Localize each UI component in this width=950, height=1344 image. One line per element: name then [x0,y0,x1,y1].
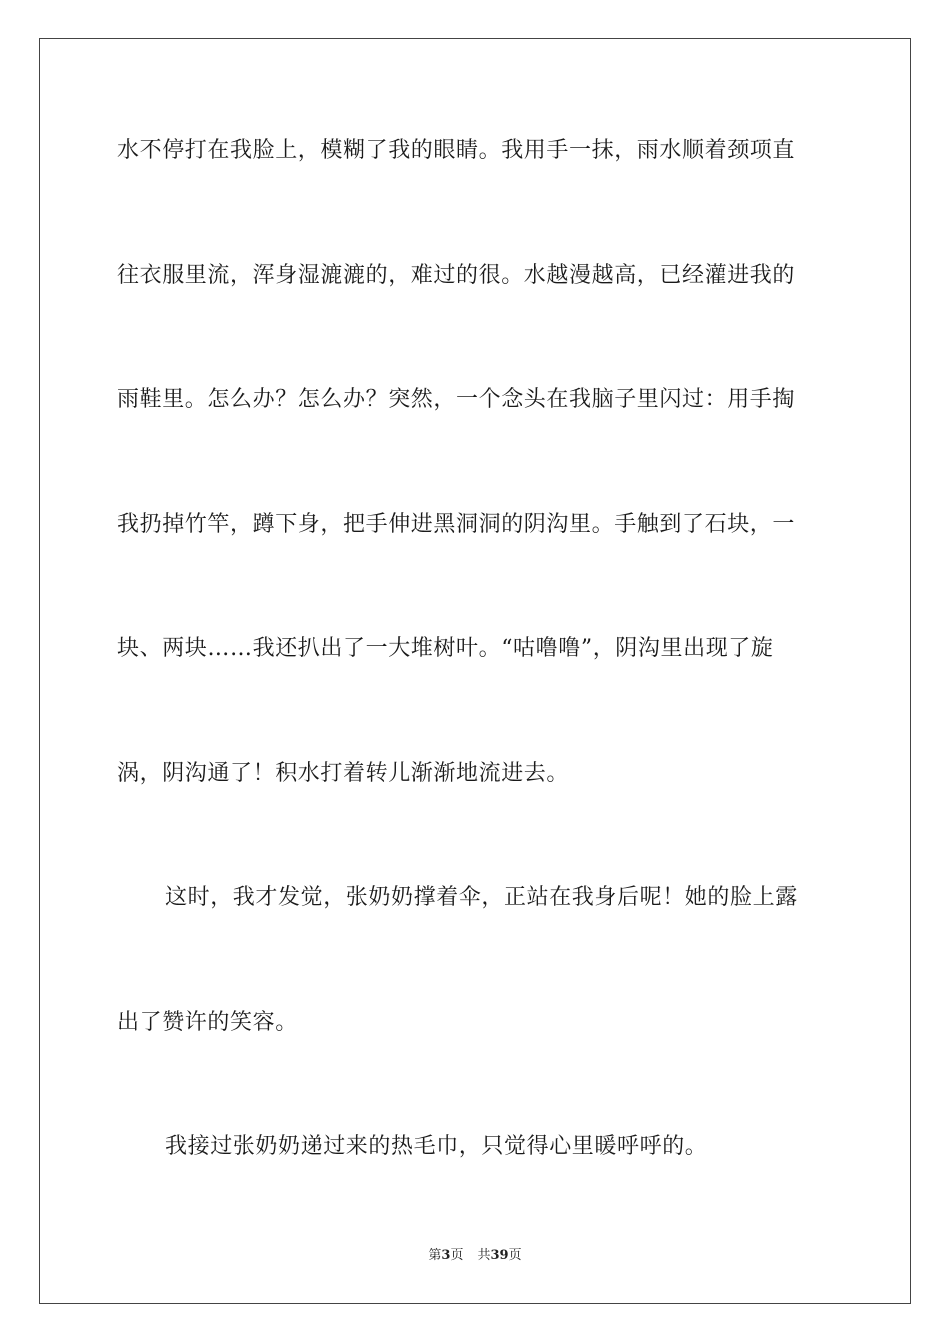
text-line-1: 水不停打在我脸上，模糊了我的眼睛。我用手一抹，雨水顺着颈项直 [117,138,796,163]
page-prefix: 第 [428,1248,442,1263]
total-pages: 39 [490,1248,509,1263]
total-suffix: 页 [508,1248,522,1263]
text-line-7: 这时，我才发觉，张奶奶撑着伞，正站在我身后呢！她的脸上露 [165,885,798,910]
page-footer [0,1247,950,1265]
page-suffix: 页 [450,1248,464,1263]
text-line-8: 出了赞许的笑容。 [117,1010,298,1035]
total-prefix: 共 [477,1248,491,1263]
text-line-6: 涡，阴沟通了！积水打着转儿渐渐地流进去。 [117,761,570,786]
page-number: 3 [441,1248,451,1263]
text-line-5: 块、两块……我还扒出了一大堆树叶。“咕噜噜”，阴沟里出现了旋 [117,636,774,661]
text-line-3: 雨鞋里。怎么办？怎么办？突然，一个念头在我脑子里闪过：用手掏 [117,387,796,412]
page-border [39,38,911,1304]
text-line-4: 我扔掉竹竿，蹲下身，把手伸进黑洞洞的阴沟里。手触到了石块，一 [117,512,796,537]
text-line-2: 往衣服里流，浑身湿漉漉的，难过的很。水越漫越高，已经灌进我的 [117,263,796,288]
text-line-9: 我接过张奶奶递过来的热毛巾，只觉得心里暖呼呼的。 [165,1134,708,1159]
